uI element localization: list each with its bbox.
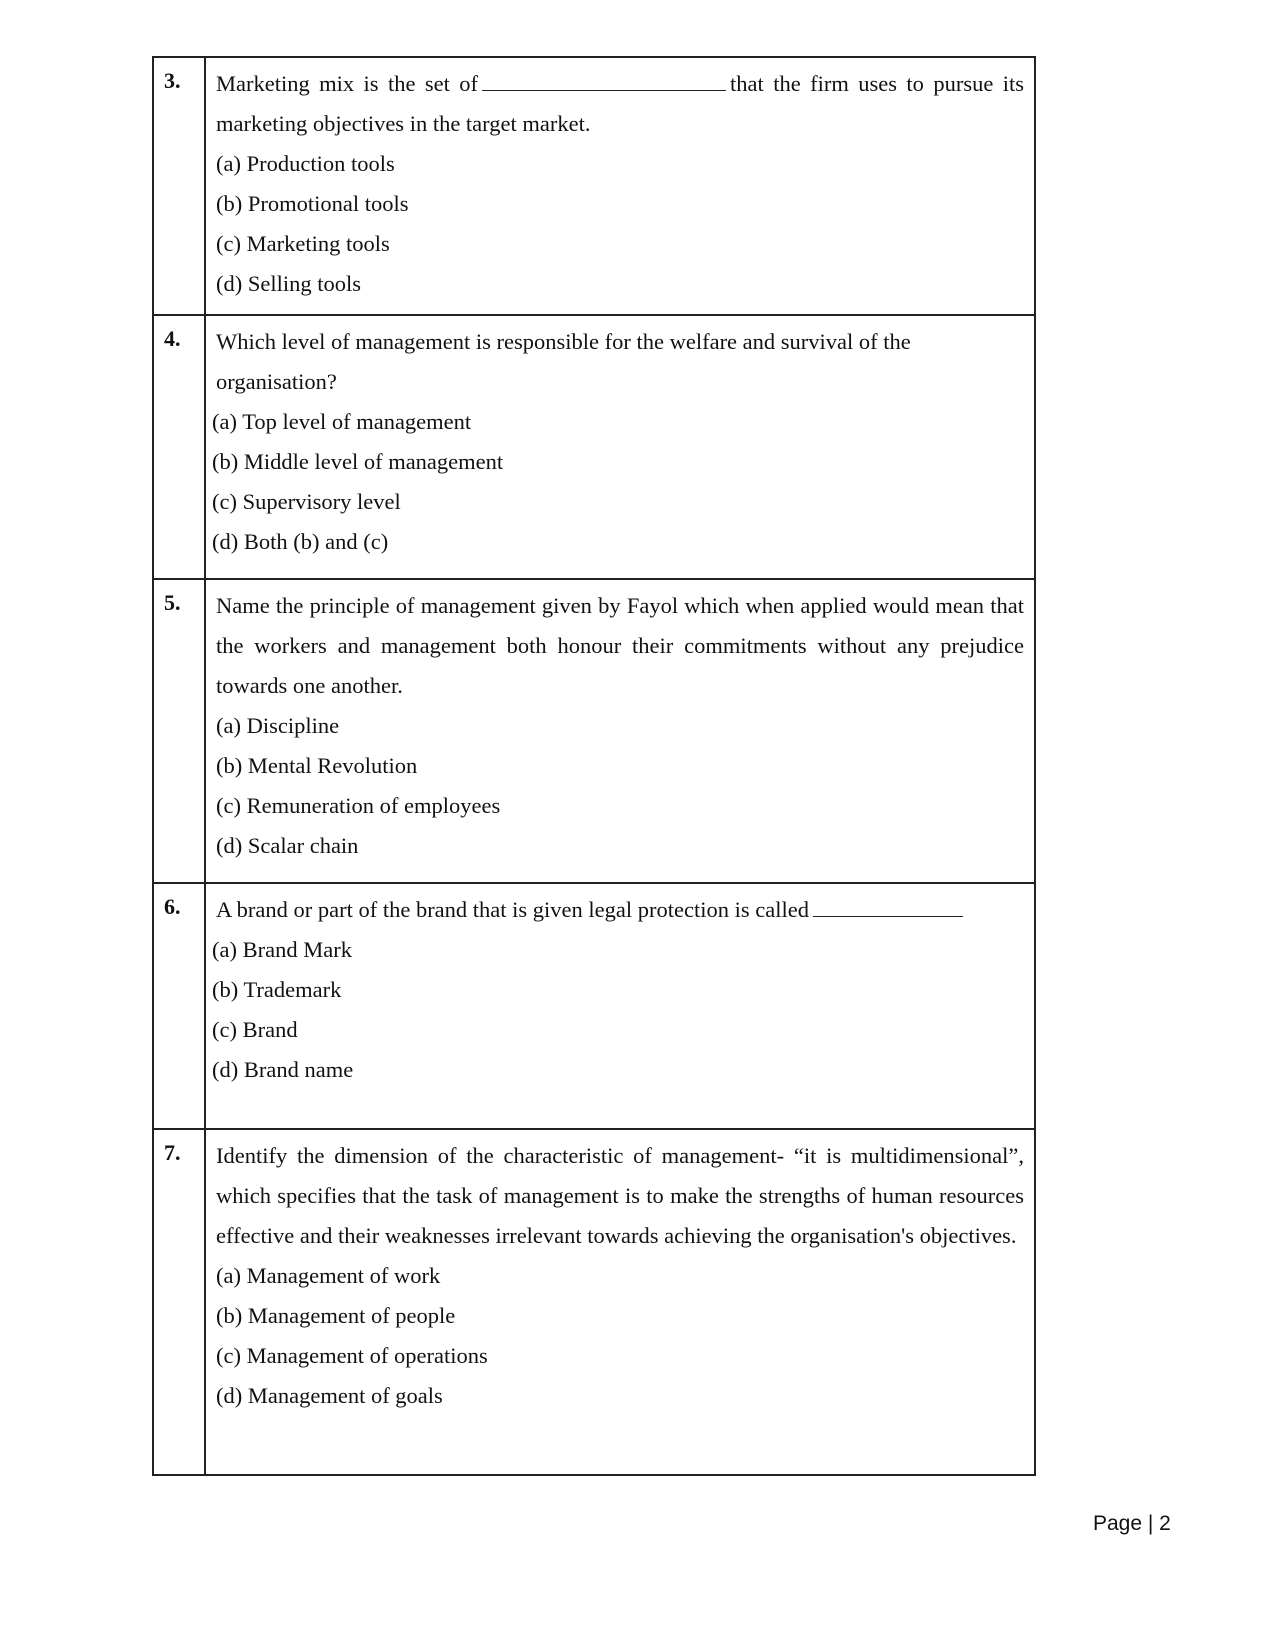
answer-blank [813, 894, 963, 917]
option-b: (b) Middle level of management [212, 449, 504, 474]
option-a: (a) Top level of management [212, 409, 472, 434]
question-body [205, 57, 1035, 315]
question-stem [216, 64, 1024, 144]
option-c: (c) Remuneration of employees [216, 793, 501, 818]
option-c: (c) Supervisory level [212, 489, 401, 514]
option-d: (d) Both (b) and (c) [212, 529, 389, 554]
question-body [205, 579, 1035, 883]
question-row [153, 57, 1035, 315]
option-d: (d) Management of goals [216, 1383, 443, 1408]
question-number: 5. [153, 579, 205, 883]
question-row [153, 1129, 1035, 1475]
question-number: 3. [153, 57, 205, 315]
question-stem: Identify the dimension of the characteristic of management- “it is multidimensional”, which specifies that the task of management is to make the strengths of human resources effective and their weaknesses irrelevant towards achieving the organisation's objectives. [216, 1143, 1024, 1248]
option-b: (b) Promotional tools [216, 191, 409, 216]
option-c: (c) Brand [212, 1017, 298, 1042]
question-row [153, 883, 1035, 1129]
option-b: (b) Management of people [216, 1303, 456, 1328]
question-stem: Name the principle of management given by Fayol which when applied would mean that the workers and management both honour their commitments without any prejudice towards one another. [216, 593, 1024, 698]
option-b: (b) Trademark [212, 977, 342, 1002]
option-d: (d) Brand name [212, 1057, 354, 1082]
option-a: (a) Production tools [216, 151, 395, 176]
option-d: (d) Scalar chain [216, 833, 359, 858]
question-number: 4. [153, 315, 205, 579]
option-c: (c) Management of operations [216, 1343, 488, 1368]
option-b: (b) Mental Revolution [216, 753, 418, 778]
question-body [205, 883, 1035, 1129]
question-stem-after: that the firm uses to pursue its marketing objectives in the target market. [216, 71, 1024, 136]
question-body [205, 1129, 1035, 1475]
option-d: (d) Selling tools [216, 271, 361, 296]
option-a: (a) Brand Mark [212, 937, 352, 962]
option-a: (a) Discipline [216, 713, 340, 738]
option-a: (a) Management of work [216, 1263, 441, 1288]
question-number: 6. [153, 883, 205, 1129]
question-stem-before: Marketing mix is the set of [216, 71, 479, 96]
question-number: 7. [153, 1129, 205, 1475]
answer-blank [482, 68, 726, 91]
question-stem [216, 890, 1024, 930]
question-row [153, 315, 1035, 579]
page-number: Page | 2 [1093, 1512, 1171, 1535]
option-c: (c) Marketing tools [216, 231, 390, 256]
question-table [152, 56, 1036, 1476]
question-row [153, 579, 1035, 883]
question-body [205, 315, 1035, 579]
question-stem: Which level of management is responsible for the welfare and survival of the organisation? [216, 329, 911, 394]
question-stem-text: A brand or part of the brand that is given legal protection is called [216, 897, 809, 922]
